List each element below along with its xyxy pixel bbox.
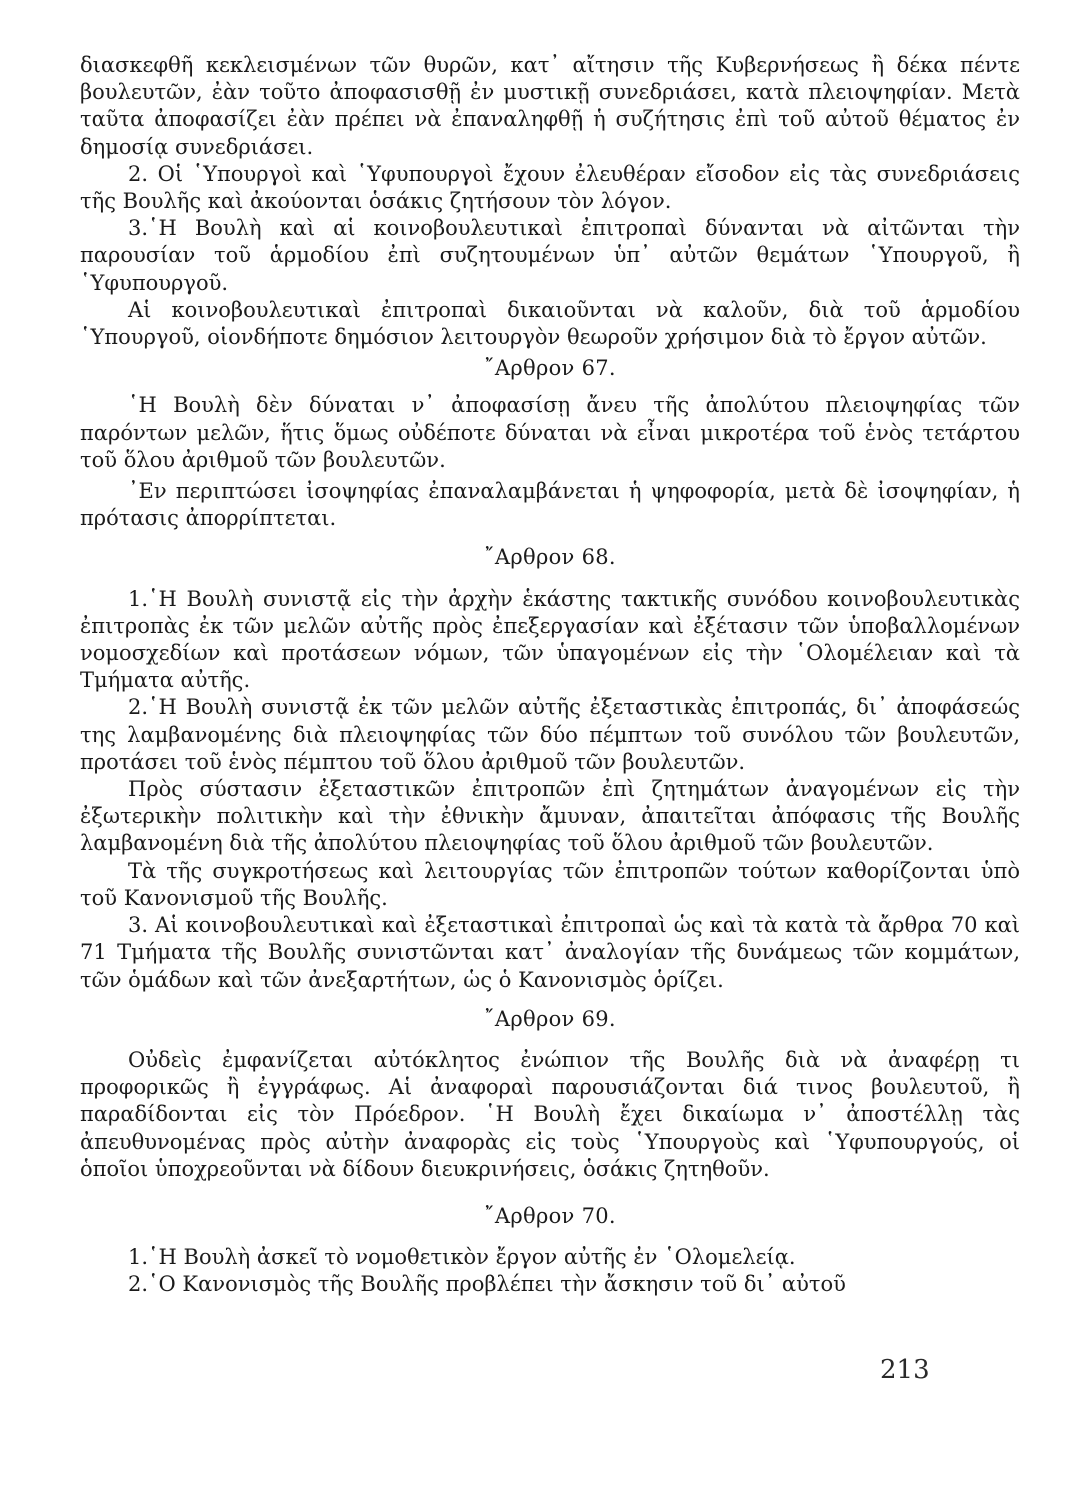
article-67	[80, 355, 1020, 532]
article-70	[80, 1203, 1020, 1299]
continuation-section	[80, 52, 1020, 351]
article-69	[80, 1006, 1020, 1183]
paragraph: Τὰ τῆς συγκροτήσεως καὶ λειτουργίας τῶν ἐπιτροπῶν τούτων καθορίζονται ὑπὸ τοῦ Κανονισμοῦ τῆς Βουλῆς.	[80, 858, 1020, 910]
paragraph: Πρὸς σύστασιν ἐξεταστικῶν ἐπιτροπῶν ἐπὶ ζητημάτων ἀναγομένων εἰς τὴν ἐξωτερικὴν πολιτικὴν καὶ τὴν ἐθνικὴν ἄμυναν, ἀπαιτεῖται ἀπόφασις τῆς Βουλῆς λαμβανομένη διὰ τῆς ἀπολύτου πλειοψηφίας τοῦ ὅλου ἀριθμοῦ τῶν βουλευτῶν.	[80, 777, 1020, 856]
article-heading: ῎Αρθρον 70.	[484, 1203, 616, 1228]
paragraph: ῾Η Βουλὴ δὲν δύναται ν᾽ ἀποφασίσῃ ἄνευ τῆς ἀπολύτου πλειοψηφίας τῶν παρόντων μελῶν, ἥτις ὅμως οὐδέποτε δύναται νὰ εἶναι μικροτέρα τοῦ ἑνὸς τετάρτου τοῦ ὅλου ἀριθμοῦ τῶν βουλευτῶν.	[80, 393, 1020, 472]
paragraph: 3.῾Η Βουλὴ καὶ αἱ κοινοβουλευτικαὶ ἐπιτροπαὶ δύνανται νὰ αἰτῶνται τὴν παρουσίαν τοῦ ἁρμοδίου ἐπὶ συζητουμένων ὑπ᾽ αὐτῶν θεμάτων ῾Υπουργοῦ, ἢ ῾Υφυπουργοῦ.	[80, 216, 1020, 295]
article-68	[80, 544, 1020, 993]
page-number: 213	[880, 1355, 930, 1385]
article-heading: ῎Αρθρον 69.	[484, 1006, 616, 1031]
paragraph: 1.῾Η Βουλὴ συνιστᾷ εἰς τὴν ἀρχὴν ἑκάστης τακτικῆς συνόδου κοινοβουλευτικὰς ἐπιτροπὰς ἐκ τῶν μελῶν αὐτῆς πρὸς ἐπεξεργασίαν καὶ ἐξέτασιν τῶν ὑποβαλλομένων νομοσχεδίων καὶ προτάσεων νόμων, τῶν ὑπαγομένων εἰς τὴν ῾Ολομέλειαν καὶ τὰ Τμήματα αὐτῆς.	[80, 586, 1020, 693]
paragraph: διασκεφθῆ κεκλεισμένων τῶν θυρῶν, κατ᾽ αἴτησιν τῆς Κυβερνήσεως ἢ δέκα πέντε βουλευτῶν, ἐὰν τοῦτο ἀποφασισθῇ ἐν μυστικῇ συνεδριάσει, κατὰ πλειοψηφίαν. Μετὰ ταῦτα ἀποφασίζει ἐὰν πρέπει νὰ ἐπαναληφθῇ ἡ συζήτησις ἐπὶ τοῦ αὐτοῦ θέματος ἐν δημοσίᾳ συνεδριάσει.	[80, 53, 1020, 159]
paragraph: 1.῾Η Βουλὴ ἀσκεῖ τὸ νομοθετικὸν ἔργον αὐτῆς ἐν ῾Ολομελείᾳ.	[128, 1245, 796, 1270]
paragraph: Αἱ κοινοβουλευτικαὶ ἐπιτροπαὶ δικαιοῦνται νὰ καλοῦν, διὰ τοῦ ἁρμοδίου ῾Υπουργοῦ, οἱονδήποτε δημόσιον λειτουργὸν θεωροῦν χρήσιμον διὰ τὸ ἔργον αὐτῶν.	[80, 297, 1020, 350]
paragraph: 3. Αἱ κοινοβουλευτικαὶ καὶ ἐξεταστικαὶ ἐπιτροπαὶ ὡς καὶ τὰ κατὰ τὰ ἄρθρα 70 καὶ 71 Τμήματα τῆς Βουλῆς συνιστῶνται κατ᾽ ἀναλογίαν τῆς δυνάμεως τῶν κομμάτων, τῶν ὁμάδων καὶ τῶν ἀνεξαρτήτων, ὡς ὁ Κανονισμὸς ὁρίζει.	[80, 913, 1020, 992]
document-page	[80, 52, 1020, 1299]
article-heading: ῎Αρθρον 67.	[484, 356, 616, 381]
paragraph: Οὐδεὶς ἐμφανίζεται αὐτόκλητος ἐνώπιον τῆς Βουλῆς διὰ νὰ ἀναφέρῃ τι προφορικῶς ἢ ἐγγράφως. Αἱ ἀναφοραὶ παρουσιάζονται διά τινος βουλευτοῦ, ἢ παραδίδονται εἰς τὸν Πρόεδρον. ῾Η Βουλὴ ἔχει δικαίωμα ν᾽ ἀποστέλλῃ τὰς ἀπευθυνομένας πρὸς αὐτὴν ἀναφορὰς εἰς τοὺς ῾Υπουργοὺς καὶ ῾Υφυπουργούς, οἱ ὁποῖοι ὑποχρεοῦνται νὰ δίδουν διευκρινήσεις, ὁσάκις ζητηθοῦν.	[80, 1047, 1020, 1181]
paragraph: ᾿Εν περιπτώσει ἰσοψηφίας ἐπαναλαμβάνεται ἡ ψηφοφορία, μετὰ δὲ ἰσοψηφίαν, ἡ πρότασις ἀπορρίπτεται.	[80, 479, 1020, 531]
paragraph: 2. Οἱ ῾Υπουργοὶ καὶ ῾Υφυπουργοὶ ἔχουν ἐλευθέραν εἴσοδον εἰς τὰς συνεδριάσεις τῆς Βουλῆς καὶ ἀκούονται ὁσάκις ζητήσουν τὸν λόγον.	[80, 161, 1020, 214]
article-heading: ῎Αρθρον 68.	[484, 545, 616, 570]
paragraph: 2.῾Η Βουλὴ συνιστᾷ ἐκ τῶν μελῶν αὐτῆς ἐξεταστικὰς ἐπιτροπάς, δι᾽ ἀποφάσεώς της λαμβανομένης διὰ πλειοψηφίας τῶν δύο πέμπτων τοῦ συνόλου τῶν βουλευτῶν, προτάσει τοῦ ἑνὸς πέμπτου τοῦ ὅλου ἀριθμοῦ τῶν βουλευτῶν.	[80, 695, 1020, 774]
paragraph: 2.῾Ο Κανονισμὸς τῆς Βουλῆς προβλέπει τὴν ἄσκησιν τοῦ δι᾽ αὐτοῦ	[128, 1272, 846, 1297]
